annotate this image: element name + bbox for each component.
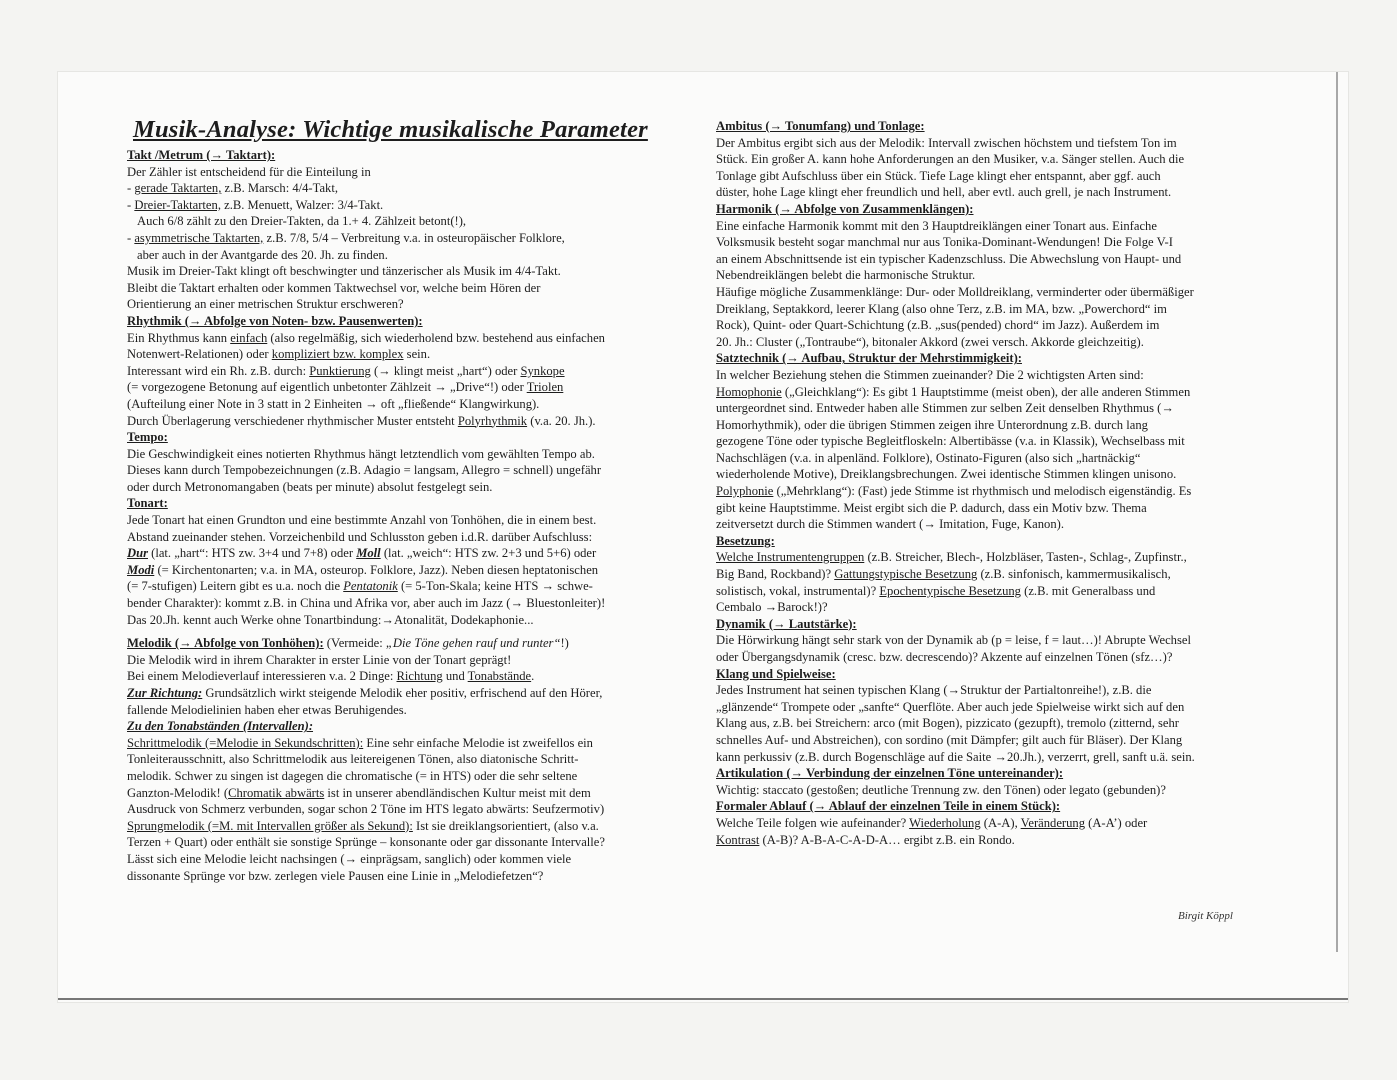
section-harmonik: [716, 201, 1254, 350]
satz-line-4: Homorhythmik), oder die übrigen Stimmen zeigen ihre Unterordnung z.B. durch lang: [716, 417, 1148, 432]
melodik-line-11: Sprungmelodik (=M. mit Intervallen größer als Sekund): Ist sie dreiklangsorientiert, (also v.a.: [127, 818, 599, 833]
harmonik-line-6: Dreiklang, Septakkord, leerer Klang (also ohne Terz, z.B. im MA, bzw. „Powerchord“ im: [716, 301, 1167, 316]
heading-melodik-row: Melodik (→ Abfolge von Tonhöhen): (Vermeide: „Die Töne gehen rauf und runter“!): [127, 636, 569, 651]
heading-artikulation: Artikulation (→ Verbindung der einzelnen Töne untereinander):: [716, 766, 1064, 781]
besetzung-line-3: solistisch, vokal, instrumental)? Epochentypische Besetzung (z.B. mit Generalbass und: [716, 583, 1156, 598]
melodik-line-1: Die Melodik wird in ihrem Charakter in erster Linie von der Tonart geprägt!: [127, 652, 512, 667]
heading-dynamik: Dynamik (→ Lautstärke):: [716, 616, 857, 631]
tonart-line-2: Abstand zueinander stehen. Vorzeichenbild und Schlusston geben i.d.R. darüber Aufschluss:: [127, 529, 593, 544]
klang-line-5: kann perkussiv (z.B. durch Bogenschläge auf die Saite →20.Jh.), verzerrt, grell, sanft u.ä. sein.: [716, 749, 1195, 764]
satz-line-5: gezogene Töne oder typische Begleitfloskeln: Albertibässe (v.a. in Klassik), Wechselbass mit: [716, 434, 1185, 449]
satz-line-9: gibt keine Hauptstimme. Meist ergibt sich die P. dadurch, dass ein Motiv bzw. Thema: [716, 500, 1147, 515]
melodik-line-2: Bei einem Melodieverlauf interessieren v.a. 2 Dinge: Richtung und Tonabstände.: [127, 669, 535, 684]
satz-line-7: wiederholende Motive), Dreiklangsbrechungen. Zwei identische Stimmen klingen unisono.: [716, 467, 1177, 482]
section-melodik: [127, 635, 667, 884]
harmonik-line-1: Eine einfache Harmonik kommt mit den 3 Hauptdreiklängen einer Tonart aus. Einfache: [716, 218, 1157, 233]
artikulation-line-1: Wichtig: staccato (gestoßen; deutliche Trennung zw. den Tönen) oder legato (gebunden)?: [716, 782, 1166, 797]
tonart-line-7: Das 20.Jh. kennt auch Werke ohne Tonartbindung:→Atonalität, Dodekaphonie...: [127, 612, 534, 627]
heading-ambitus: Ambitus (→ Tonumfang) und Tonlage:: [716, 119, 925, 133]
tonart-line-5: (= 7-stufigen) Leitern gibt es u.a. noch die Pentatonik (= 5-Ton-Skala; keine HTS → schwe-: [127, 579, 593, 594]
satz-line-10: zeitversetzt durch die Stimmen wandert (→ Imitation, Fuge, Kanon).: [716, 517, 1064, 532]
harmonik-line-8: 20. Jh.: Cluster („Tontraube“), bitonaler Akkord (zwei versch. Akkorde gleichzeitig).: [716, 334, 1144, 349]
klang-line-2: „glänzende“ Trompete oder „sanfte“ Querflöte. Aber auch jede Spielweise wirkt sich auf den: [716, 699, 1185, 714]
ablauf-line-2: Kontrast (A-B)? A-B-A-C-A-D-A… ergibt z.B. ein Rondo.: [716, 832, 1015, 847]
ambitus-line-4: düster, hohe Lage klingt eher freundlich und hell, aber evtl. auch grell, je nach Instrument.: [716, 185, 1172, 200]
takt-intro: Der Zähler ist entscheidend für die Einteilung in: [127, 164, 371, 179]
rhythmik-line-2: Notenwert-Relationen) oder kompliziert bzw. komplex sein.: [127, 347, 431, 362]
section-satztechnik: [716, 350, 1254, 533]
tonart-line-6: bender Charakter): kommt z.B. in China und Afrika vor, aber auch im Jazz (→ Bluestonleiter)!: [127, 596, 606, 611]
klang-line-3: Klang aus, z.B. bei Streichern: arco (mit Bogen), pizzicato (gezupft), tremolo (zitternd, sehr: [716, 716, 1180, 731]
harmonik-line-4: Nebendreiklängen belebt die harmonische Struktur.: [716, 268, 976, 283]
heading-harmonik: Harmonik (→ Abfolge von Zusammenklängen):: [716, 201, 974, 216]
takt-text-2: Bleibt die Taktart erhalten oder kommen Taktwechsel vor, welche beim Hören der: [127, 280, 541, 295]
takt-text-1: Musik im Dreier-Takt klingt oft beschwingter und tänzerischer als Musik im 4/4-Takt.: [127, 264, 561, 279]
section-dynamik: [716, 616, 1254, 666]
right-column: [716, 118, 1254, 848]
section-tonart: [127, 495, 667, 628]
section-tempo: [127, 429, 667, 495]
melodik-line-7: Tonleiterausschnitt, also Schrittmelodik aus leitereigenen Tönen, also diatonische Schritt-: [127, 752, 579, 767]
ambitus-line-1: Der Ambitus ergibt sich aus der Melodik: Intervall zwischen höchstem und tiefstem Ton im: [716, 135, 1177, 150]
takt-bullet-2-note: Auch 6/8 zählt zu den Dreier-Takten, da 1.+ 4. Zählzeit betont(!),: [137, 214, 467, 229]
takt-bullet-3: - asymmetrische Taktarten, z.B. 7/8, 5/4 – Verbreitung v.a. in osteuropäischer Folklore,: [127, 230, 565, 245]
section-takt: [127, 147, 667, 313]
rhythmik-line-3: Interessant wird ein Rh. z.B. durch: Punktierung (→ klingt meist „hart“) oder Synkope: [127, 363, 565, 378]
klang-line-1: Jedes Instrument hat seinen typischen Klang (→Struktur der Partialtonreihe!), z.B. die: [716, 683, 1152, 698]
dynamik-line-2: oder Übergangsdynamik (cresc. bzw. decrescendo)? Akzente auf einzelnen Tönen (sfz…)?: [716, 650, 1173, 664]
besetzung-line-1: Welche Instrumentengruppen (z.B. Streicher, Blech-, Holzbläser, Tasten-, Schlag-, Zupfinstr.,: [716, 550, 1187, 565]
melodik-line-9: Ganzton-Melodik! (Chromatik abwärts ist in unserer abendländischen Kultur meist mit dem: [127, 785, 591, 800]
harmonik-line-7: Rock), Quint- oder Quart-Schichtung (z.B. „sus(pended) chord“ im Jazz). Außerdem im: [716, 318, 1160, 333]
takt-bullet-2: - Dreier-Taktarten, z.B. Menuett, Walzer: 3/4-Takt.: [127, 197, 384, 212]
rhythmik-line-1: Ein Rhythmus kann einfach (also regelmäßig, sich wiederholend bzw. bestehend aus einfachen: [127, 330, 605, 345]
besetzung-line-4: Cembalo →Barock!)?: [716, 600, 828, 615]
tempo-line-2: Dieses kann durch Tempobezeichnungen (z.B. Adagio = langsam, Allegro = schnell) ungefähr: [127, 463, 602, 478]
melodik-line-12: Terzen + Quart) oder enthält sie sonstige Sprünge – konsonante oder gar dissonante Intervalle?: [127, 835, 605, 850]
satz-line-1: In welcher Beziehung stehen die Stimmen zueinander? Die 2 wichtigsten Arten sind:: [716, 367, 1144, 382]
melodik-line-10: Ausdruck von Schmerz verbunden, sogar schon 2 Töne im HTS legato abwärts: Seufzermotiv): [127, 802, 605, 817]
takt-text-3: Orientierung an einer metrischen Struktur erschweren?: [127, 297, 404, 312]
section-klang: [716, 666, 1254, 766]
tonart-line-3: Dur (lat. „hart“: HTS zw. 3+4 und 7+8) oder Moll (lat. „weich“: HTS zw. 2+3 und 5+6) oder: [127, 546, 597, 561]
section-ablauf: [716, 798, 1254, 848]
heading-ablauf: Formaler Ablauf (→ Ablauf der einzelnen Teile in einem Stück):: [716, 799, 1061, 814]
heading-satztechnik: Satztechnik (→ Aufbau, Struktur der Mehrstimmigkeit):: [716, 351, 1022, 366]
section-rhythmik: [127, 313, 667, 429]
page-bottom-line: [58, 998, 1348, 1000]
author-signature: Birgit Köppl: [1178, 910, 1233, 922]
ambitus-line-3: Tonlage gibt Aufschluss über ein Stück. Tiefe Lage klingt eher entspannt, aber ggf. auch: [716, 168, 1161, 183]
ambitus-line-2: Stück. Ein großer A. kann hohe Anforderungen an den Musiker, v.a. Sänger stellen. Auch die: [716, 152, 1185, 167]
melodik-subheading-intervalle: Zu den Tonabständen (Intervallen):: [127, 719, 314, 734]
section-besetzung: [716, 533, 1254, 616]
rhythmik-line-5: (Aufteilung einer Note in 3 statt in 2 Einheiten → oft „fließende“ Klangwirkung).: [127, 396, 540, 411]
melodik-line-13: Lässt sich eine Melodie leicht nachsingen (→ einprägsam, sanglich) oder kommen viele: [127, 851, 572, 866]
tempo-line-1: Die Geschwindigkeit eines notierten Rhythmus hängt letztendlich vom gewählten Tempo ab.: [127, 446, 595, 461]
page-title: Musik-Analyse: Wichtige musikalische Parameter: [133, 116, 648, 143]
klang-line-4: schnelles Auf- und Abstreichen), con sordino (mit Dämpfer; gilt auch für Bläser). Der Klang: [716, 732, 1183, 747]
takt-bullet-1: - gerade Taktarten, z.B. Marsch: 4/4-Takt,: [127, 181, 338, 196]
heading-klang: Klang und Spielweise:: [716, 666, 836, 681]
heading-takt: Takt /Metrum (→ Taktart):: [127, 148, 276, 162]
melodik-line-8: melodik. Schwer zu singen ist dagegen die chromatische (= in HTS) oder die sehr seltene: [127, 768, 578, 783]
dynamik-line-1: Die Hörwirkung hängt sehr stark von der Dynamik ab (p = leise, f = laut…)! Abrupte Wechsel: [716, 633, 1191, 648]
melodik-line-3: Zur Richtung: Grundsätzlich wirkt steigende Melodik eher positiv, erfrischend auf den Hörer,: [127, 686, 603, 700]
besetzung-line-2: Big Band, Rockband)? Gattungstypische Besetzung (z.B. sinfonisch, kammermusikalisch,: [716, 567, 1171, 582]
melodik-line-6: Schrittmelodik (=Melodie in Sekundschritten): Eine sehr einfache Melodie ist zweifellos ein: [127, 735, 593, 750]
page-edge-line: [1336, 72, 1338, 952]
takt-bullet-3-note: aber auch in der Avantgarde des 20. Jh. zu finden.: [137, 247, 388, 262]
satz-line-8: Polyphonie („Mehrklang“): (Fast) jede Stimme ist rhythmisch und melodisch eigenständig. Es: [716, 484, 1192, 499]
rhythmik-line-4: (= vorgezogene Betonung auf eigentlich unbetonter Zählzeit → „Drive“!) oder Triolen: [127, 380, 564, 395]
harmonik-line-3: an einem Abschnittsende ist ein typischer Kadenzschluss. Die Abwechslung von Haupt- und: [716, 251, 1182, 266]
heading-rhythmik: Rhythmik (→ Abfolge von Noten- bzw. Pausenwerten):: [127, 313, 423, 328]
melodik-line-14: dissonante Sprünge vor bzw. zerlegen viele Pausen eine Linie in „Melodiefetzen“?: [127, 868, 544, 883]
satz-line-6: Nachschlägen (v.a. in alpenländ. Folklore), Ostinato-Figuren (also sich „hartnäckig“: [716, 450, 1141, 465]
section-artikulation: [716, 765, 1254, 798]
left-column: [127, 116, 667, 884]
heading-melodik: Melodik (→ Abfolge von Tonhöhen):: [127, 636, 324, 651]
harmonik-line-5: Häufige mögliche Zusammenklänge: Dur- oder Molldreiklang, verminderter oder übermäßiger: [716, 284, 1194, 299]
melodik-line-4: fallende Melodielinien haben eher etwas Beruhigendes.: [127, 702, 407, 717]
ablauf-line-1: Welche Teile folgen wie aufeinander? Wiederholung (A-A), Veränderung (A-A’) oder: [716, 815, 1148, 830]
heading-tempo: Tempo:: [127, 430, 168, 445]
tempo-line-3: oder durch Metronomangaben (beats per minute) absolut festgelegt sein.: [127, 479, 493, 494]
rhythmik-line-6: Durch Überlagerung verschiedener rhythmischer Muster entsteht Polyrhythmik (v.a. 20. Jh.).: [127, 413, 596, 428]
satz-line-3: untergeordnet sind. Entweder haben alle Stimmen zur selben Zeit denselben Rhythmus (→: [716, 401, 1174, 416]
harmonik-line-2: Volksmusik besteht sogar manchmal nur aus Tonika-Dominant-Wendungen! Die Folge V-I: [716, 235, 1173, 250]
tonart-line-1: Jede Tonart hat einen Grundton und eine bestimmte Anzahl von Tonhöhen, die in einem best.: [127, 513, 597, 528]
heading-tonart: Tonart:: [127, 496, 168, 511]
tonart-line-4: Modi (= Kirchentonarten; v.a. in MA, osteurop. Folklore, Jazz). Neben diesen heptatonischen: [127, 562, 599, 577]
section-ambitus: [716, 118, 1254, 201]
heading-besetzung: Besetzung:: [716, 533, 775, 548]
satz-line-2: Homophonie („Gleichklang“): Es gibt 1 Hauptstimme (meist oben), der alle anderen Stimmen: [716, 384, 1191, 399]
